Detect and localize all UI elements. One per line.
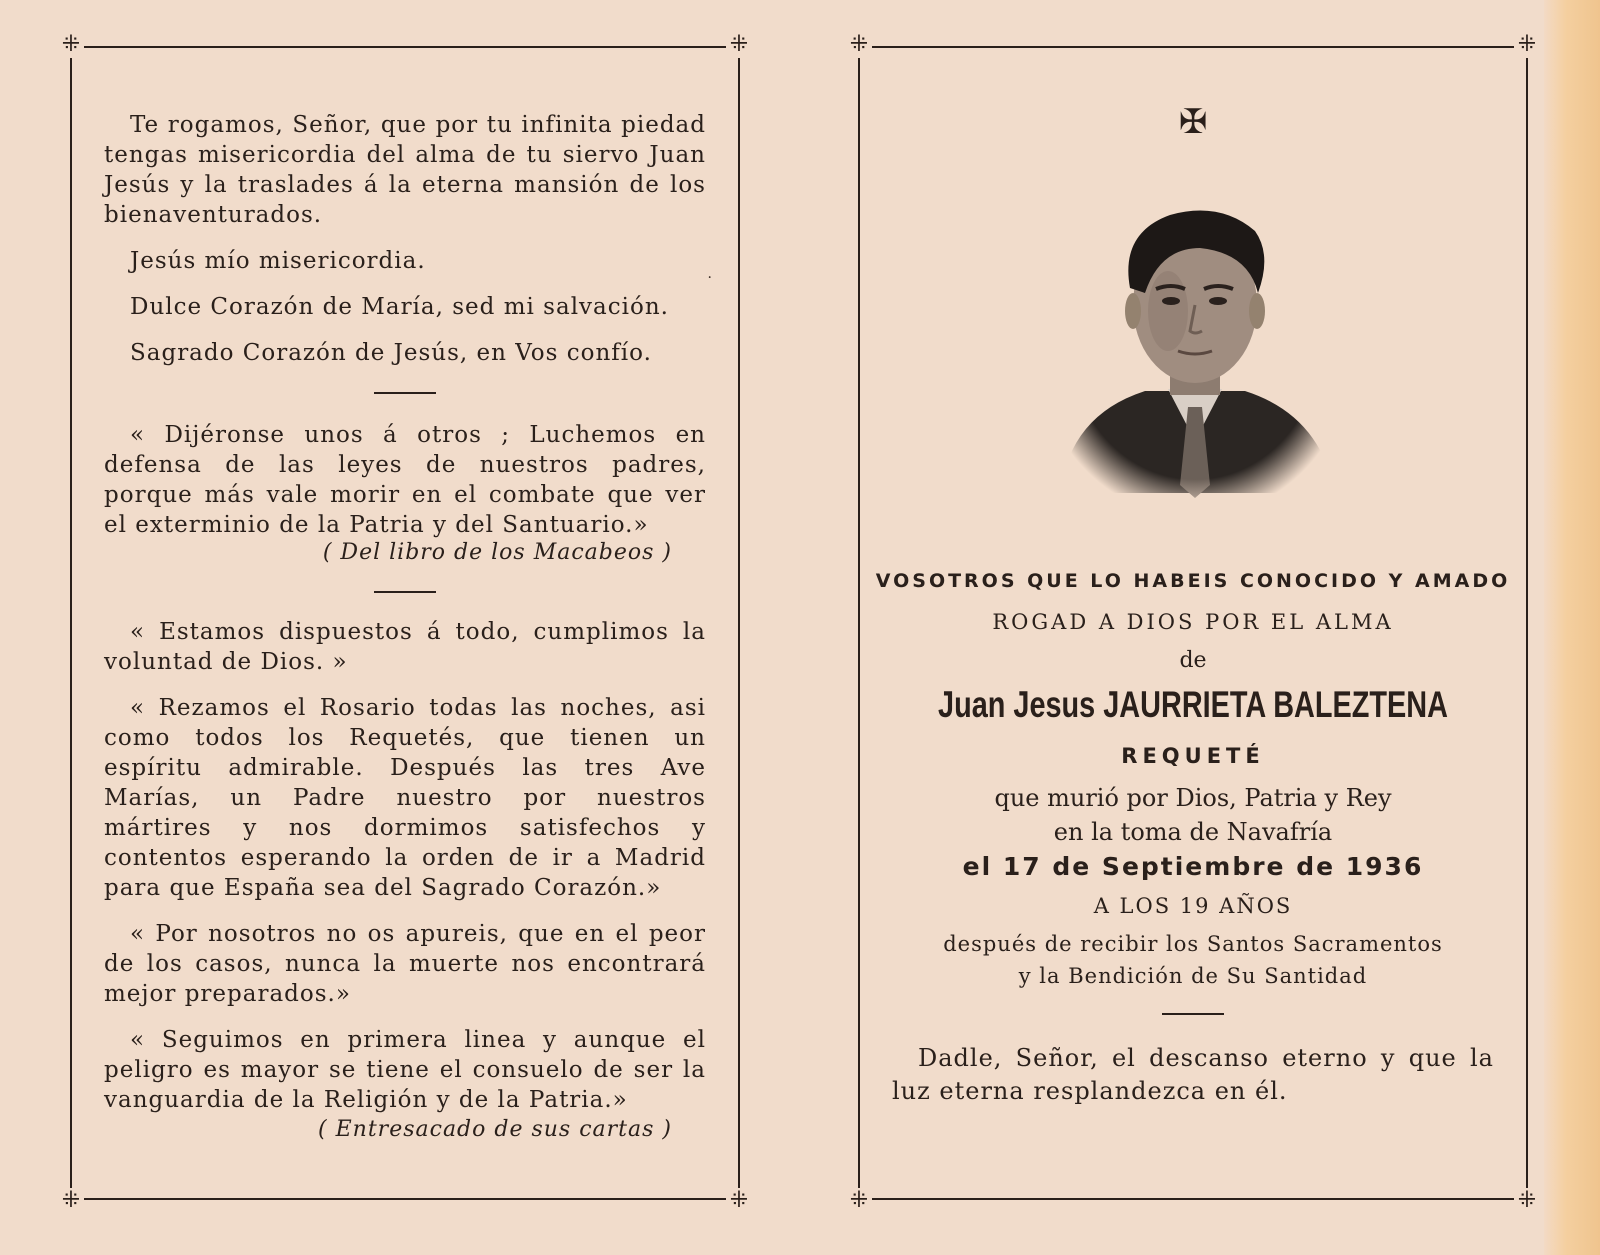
letter-quote-3: « Por nosotros no os apureis, que en el peor de los casos, nunca la muerte nos encontrará mejor preparados.»	[104, 921, 706, 1007]
paper-edge	[1544, 0, 1600, 1255]
de-line: de	[1179, 648, 1207, 673]
blessing-line: y la Bendición de Su Santidad	[1018, 964, 1368, 988]
prayer-paragraph: Te rogamos, Señor, que por tu infinita piedad tengas misericordia del alma de tu siervo Juan Jesús y la traslades á la eterna mansión de los bienaventurados.	[104, 112, 706, 228]
print-speck: ·	[707, 270, 712, 286]
maltese-cross-icon: ✠	[1178, 102, 1208, 142]
place-line: en la toma de Navafría	[1053, 818, 1333, 846]
right-page	[849, 32, 1537, 1213]
corner-ornament-icon: ⁜	[61, 1188, 81, 1213]
corner-ornament-icon: ⁜	[1517, 1188, 1537, 1213]
date-line: el 17 de Septiembre de 1936	[962, 852, 1424, 881]
invocation-1: Jesús mío misericordia.	[130, 248, 426, 274]
letter-quote-1: « Estamos dispuestos á todo, cumplimos la voluntad de Dios. »	[104, 619, 706, 675]
role-line: REQUETÉ	[1121, 744, 1265, 768]
left-page	[61, 32, 749, 1213]
deceased-name	[933, 684, 1452, 726]
closing-prayer-wrap	[892, 1042, 1494, 1108]
corner-ornament-icon: ⁜	[61, 32, 81, 57]
citation-letters: ( Entresacado de sus cartas )	[318, 1117, 672, 1142]
corner-ornament-icon: ⁜	[729, 1188, 749, 1213]
corner-ornament-icon: ⁜	[849, 1188, 869, 1213]
pray-line: ROGAD A DIOS POR EL ALMA	[992, 610, 1394, 634]
divider-rule	[374, 392, 436, 394]
given-name: Juan Jesus	[938, 684, 1096, 725]
family-name: JAURRIETA BALEZTENA	[1103, 684, 1448, 725]
citation-macabeos: ( Del libro de los Macabeos )	[322, 540, 672, 565]
portrait-photo	[1050, 193, 1340, 508]
corner-ornament-icon: ⁜	[849, 32, 869, 57]
macabeos-quote: « Dijéronse unos á otros ; Luchemos en defensa de las leyes de nuestros padres, porque más vale morir en el combate que ver el exterminio de la Patria y del Santuario.»	[104, 422, 706, 538]
sacraments-line: después de recibir los Santos Sacramentos	[943, 932, 1443, 956]
divider-rule	[374, 591, 436, 593]
invocation-2: Dulce Corazón de María, sed mi salvación.	[130, 294, 669, 320]
corner-ornament-icon: ⁜	[1517, 32, 1537, 57]
invocation-3: Sagrado Corazón de Jesús, en Vos confío.	[130, 340, 652, 366]
divider-rule	[1162, 1013, 1224, 1015]
letter-quote-2: « Rezamos el Rosario todas las noches, asi como todos los Requetés, que tienen un espíritu admirable. Después las tres Ave Marías, un Padre nuestro por nuestros mártires y nos dormimos satisfechos y contentos esperando la orden de ir a Madrid para que España sea del Sagrado Corazón.»	[104, 695, 706, 901]
left-text-column	[104, 110, 706, 1142]
age-line: A LOS 19 AÑOS	[1093, 894, 1293, 918]
closing-prayer: Dadle, Señor, el descanso eterno y que la luz eterna resplandezca en él.	[892, 1044, 1494, 1105]
died-line: que murió por Dios, Patria y Rey	[994, 784, 1392, 812]
intro-line: VOSOTROS QUE LO HABEIS CONOCIDO Y AMADO	[875, 570, 1511, 592]
letter-quote-4: « Seguimos en primera linea y aunque el peligro es mayor se tiene el consuelo de ser la vanguardia de la Religión y de la Patria.»	[104, 1027, 706, 1113]
corner-ornament-icon: ⁜	[729, 32, 749, 57]
